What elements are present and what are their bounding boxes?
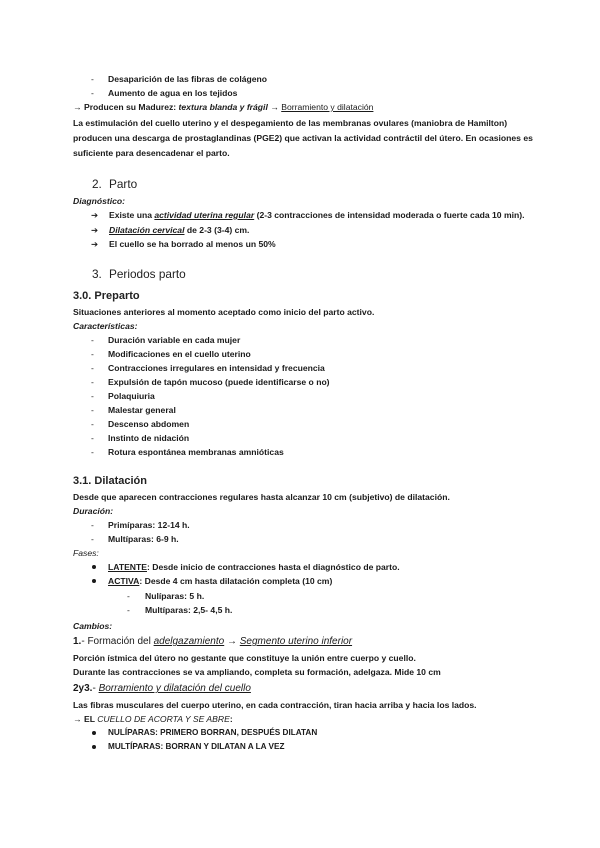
duration-label: Duración: — [73, 506, 114, 516]
section-title: Parto — [109, 177, 138, 191]
list-item: Duración variable en cada mujer — [108, 335, 241, 345]
list-item: Desaparición de las fibras de colágeno — [108, 74, 268, 84]
arrow-icon: → — [73, 102, 82, 112]
arrow-icon: → — [73, 714, 82, 724]
list-item: Expulsión de tapón mucoso (puede identificarse o no) — [108, 377, 330, 387]
bullet-icon — [92, 731, 96, 735]
list-dash: - — [91, 405, 94, 415]
list-dash: - — [91, 433, 94, 443]
paragraph-line: Porción ístmica del útero no gestante que constituye la unión entre cuerpo y cuello. — [73, 653, 416, 663]
list-dash: - — [127, 605, 130, 615]
list-dash: - — [91, 349, 94, 359]
list-item: Primíparas: 12-14 h. — [108, 520, 190, 530]
list-item: Nulíparas: 5 h. — [145, 591, 205, 601]
phase-label: ACTIVA — [108, 576, 140, 586]
diagnostic-term: Dilatación cervical — [109, 225, 185, 235]
change-number: 2y3. — [73, 683, 93, 694]
list-item: Multíparas: 2,5- 4,5 h. — [145, 605, 233, 615]
arrow-icon: → — [224, 636, 240, 647]
change-number: 1. — [73, 636, 82, 647]
phase-item: LATENTE: Desde inicio de contracciones hasta el diagnóstico de parto. — [108, 562, 400, 572]
arrow-icon: → — [270, 102, 279, 112]
maturation-texture: textura blanda y frágil — [178, 102, 268, 112]
paragraph-line: Situaciones anteriores al momento aceptado como inicio del parto activo. — [73, 307, 375, 317]
list-item: NULÍPARAS: PRIMERO BORRAN, DESPUÉS DILATAN — [108, 728, 318, 737]
arrow-bullet-icon: ➔ — [91, 239, 99, 249]
changes-label: Cambios: — [73, 621, 113, 631]
section-number: 2. — [92, 177, 102, 191]
diagnostic-label: Diagnóstico: — [73, 196, 126, 206]
bullet-icon — [92, 579, 96, 583]
list-dash: - — [91, 377, 94, 387]
list-item: Rotura espontánea membranas amnióticas — [108, 447, 284, 457]
bullet-icon — [92, 745, 96, 749]
list-item: MULTÍPARAS: BORRAN Y DILATAN A LA VEZ — [108, 742, 285, 751]
diagnostic-item: Existe una actividad uterina regular (2-3 contracciones de intensidad moderada o fuerte cada 10 min). — [109, 210, 525, 220]
list-dash: - — [127, 591, 130, 601]
phase-item: ACTIVA: Desde 4 cm hasta dilatación completa (10 cm) — [108, 576, 333, 586]
maturation-result: Borramiento y dilatación — [281, 102, 374, 112]
list-dash: - — [91, 88, 94, 98]
list-item: Modificaciones en el cuello uterino — [108, 349, 251, 359]
list-dash: - — [91, 520, 94, 530]
paragraph-line: Durante las contracciones se va ampliando, completa su formación, adelgaza. Mide 10 cm — [73, 667, 441, 677]
maturation-line — [73, 101, 373, 113]
list-item: Aumento de agua en los tejidos — [108, 88, 238, 98]
section-number: 3. — [92, 267, 102, 281]
arrow-bullet-icon: ➔ — [91, 210, 99, 220]
list-item: Instinto de nidación — [108, 433, 190, 443]
phase-label: LATENTE — [108, 562, 147, 572]
cuello-line: → EL CUELLO DE ACORTA Y SE ABRE: — [73, 714, 233, 724]
diagnostic-item: Dilatación cervical de 2-3 (3-4) cm. — [109, 225, 250, 235]
list-item: Multíparas: 6-9 h. — [108, 534, 179, 544]
list-dash: - — [91, 363, 94, 373]
list-dash: - — [91, 74, 94, 84]
change-heading: 1.- Formación del adelgazamiento → Segmento uterino inferior — [73, 636, 353, 647]
subsection-title: 3.0. Preparto — [73, 290, 140, 302]
arrow-bullet-icon: ➔ — [91, 225, 99, 235]
change-term: Borramiento y dilatación del cuello — [98, 683, 251, 694]
subsection-title: 3.1. Dilatación — [73, 475, 147, 487]
list-item: Contracciones irregulares en intensidad y frecuencia — [108, 363, 325, 373]
list-dash: - — [91, 391, 94, 401]
change-heading: 2y3.- Borramiento y dilatación del cuello — [73, 683, 251, 694]
list-item: Malestar general — [108, 405, 176, 415]
list-dash: - — [91, 447, 94, 457]
change-term: adelgazamiento — [153, 636, 225, 647]
diagnostic-item: El cuello se ha borrado al menos un 50% — [109, 239, 276, 249]
list-dash: - — [91, 335, 94, 345]
characteristics-label: Características: — [73, 321, 138, 331]
maturation-label: Producen su Madurez: — [83, 102, 177, 112]
bullet-icon — [92, 565, 96, 569]
paragraph-line: La estimulación del cuello uterino y el despegamiento de las membranas ovulares (maniobra de Hamilton) — [73, 118, 508, 128]
list-dash: - — [91, 419, 94, 429]
change-term: Segmento uterino inferior — [239, 636, 353, 647]
phases-label: Fases: — [73, 548, 99, 558]
list-dash: - — [91, 534, 94, 544]
section-title: Periodos parto — [109, 267, 186, 281]
list-item: Descenso abdomen — [108, 419, 190, 429]
paragraph-line: suficiente para desencadenar el parto. — [73, 148, 230, 158]
paragraph-line: producen una descarga de prostaglandinas (PGE2) que activan la actividad contráctil del útero. En ocasiones es — [73, 133, 533, 143]
paragraph-line: Las fibras musculares del cuerpo uterino, en cada contracción, tiran hacia arriba y hacia los lados. — [73, 700, 477, 710]
list-item: Polaquiuria — [108, 391, 155, 401]
diagnostic-term: actividad uterina regular — [154, 210, 255, 220]
paragraph-line: Desde que aparecen contracciones regulares hasta alcanzar 10 cm (subjetivo) de dilatación. — [73, 492, 450, 502]
